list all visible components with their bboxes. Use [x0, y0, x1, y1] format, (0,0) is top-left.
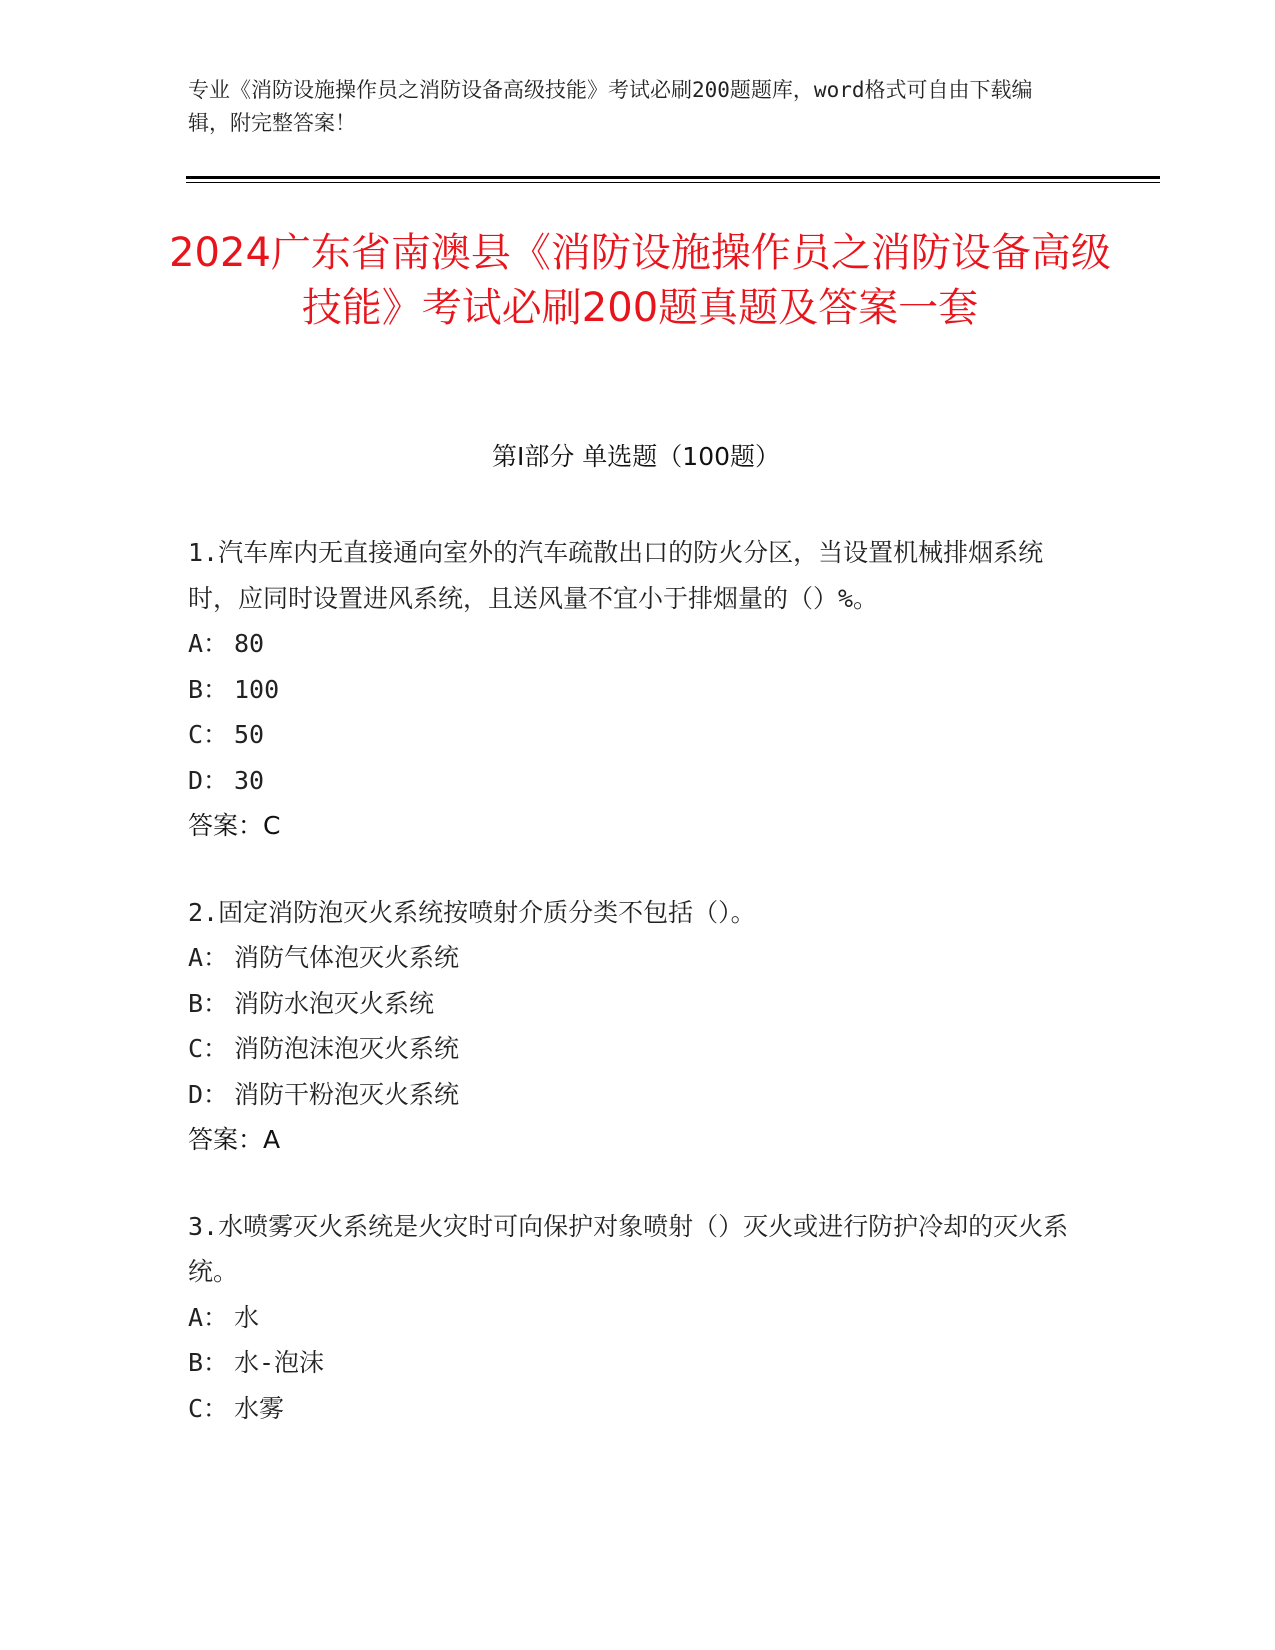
question-option	[188, 981, 1088, 1027]
option-text: 30	[234, 765, 265, 795]
header-note: 专业《消防设施操作员之消防设备高级技能》考试必刷200题题库，word格式可自由下载编辑，附完整答案！	[188, 78, 1033, 135]
option-key: C：	[188, 1034, 229, 1063]
option-text: 80	[234, 629, 265, 658]
option-text: 水	[234, 1302, 260, 1332]
option-key: A：	[188, 1302, 229, 1332]
question-item	[188, 890, 1088, 1163]
option-key: A：	[188, 629, 229, 658]
question-option	[188, 1026, 1088, 1072]
question-item	[188, 1204, 1088, 1432]
option-text: 50	[234, 720, 265, 749]
question-answer	[188, 803, 1088, 849]
section-title: 第I部分 单选题（100题）	[491, 442, 781, 471]
header-rule-thin	[186, 182, 1160, 183]
option-key: D：	[188, 1079, 229, 1109]
option-key: A：	[188, 943, 229, 972]
question-item	[188, 530, 1088, 849]
option-text: 消防泡沫泡灭火系统	[234, 1034, 460, 1063]
header-rule-thick	[186, 176, 1160, 179]
question-stem: 3.水喷雾灭火系统是火灾时可向保护对象喷射（）灭火或进行防护冷却的灭火系统。	[188, 1211, 1069, 1286]
question-option	[188, 758, 1088, 804]
question-stem: 2.固定消防泡灭火系统按喷射介质分类不包括（）。	[188, 897, 756, 927]
option-key: C：	[188, 1393, 229, 1423]
question-option	[188, 1072, 1088, 1118]
answer-label: 答案：	[188, 1125, 264, 1154]
option-text: 消防干粉泡灭火系统	[234, 1079, 460, 1109]
question-option	[188, 1340, 1088, 1386]
option-key: C：	[188, 720, 229, 749]
question-option	[188, 667, 1088, 713]
option-text: 水雾	[234, 1393, 285, 1423]
question-option	[188, 1295, 1088, 1341]
question-option	[188, 935, 1088, 981]
option-text: 消防水泡灭火系统	[234, 988, 435, 1018]
option-text: 水-泡沫	[234, 1348, 325, 1377]
option-text: 100	[234, 674, 280, 704]
option-text: 消防气体泡灭火系统	[234, 943, 460, 972]
option-key: B：	[188, 988, 229, 1018]
option-key: B：	[188, 1348, 229, 1377]
option-key: D：	[188, 765, 229, 795]
question-answer	[188, 1117, 1088, 1163]
question-option	[188, 1386, 1088, 1432]
answer-label: 答案：	[188, 811, 264, 840]
question-option	[188, 712, 1088, 758]
answer-value: C	[263, 811, 281, 840]
answer-value: A	[263, 1125, 281, 1154]
question-list	[188, 530, 1088, 1472]
question-option	[188, 621, 1088, 667]
question-stem: 1.汽车库内无直接通向室外的汽车疏散出口的防火分区，当设置机械排烟系统时，应同时设置进风系统，且送风量不宜小于排烟量的（）%。	[188, 538, 1044, 613]
document-title: 2024广东省南澳县《消防设施操作员之消防设备高级技能》考试必刷200题真题及答案一套	[169, 230, 1111, 331]
option-key: B：	[188, 674, 229, 704]
